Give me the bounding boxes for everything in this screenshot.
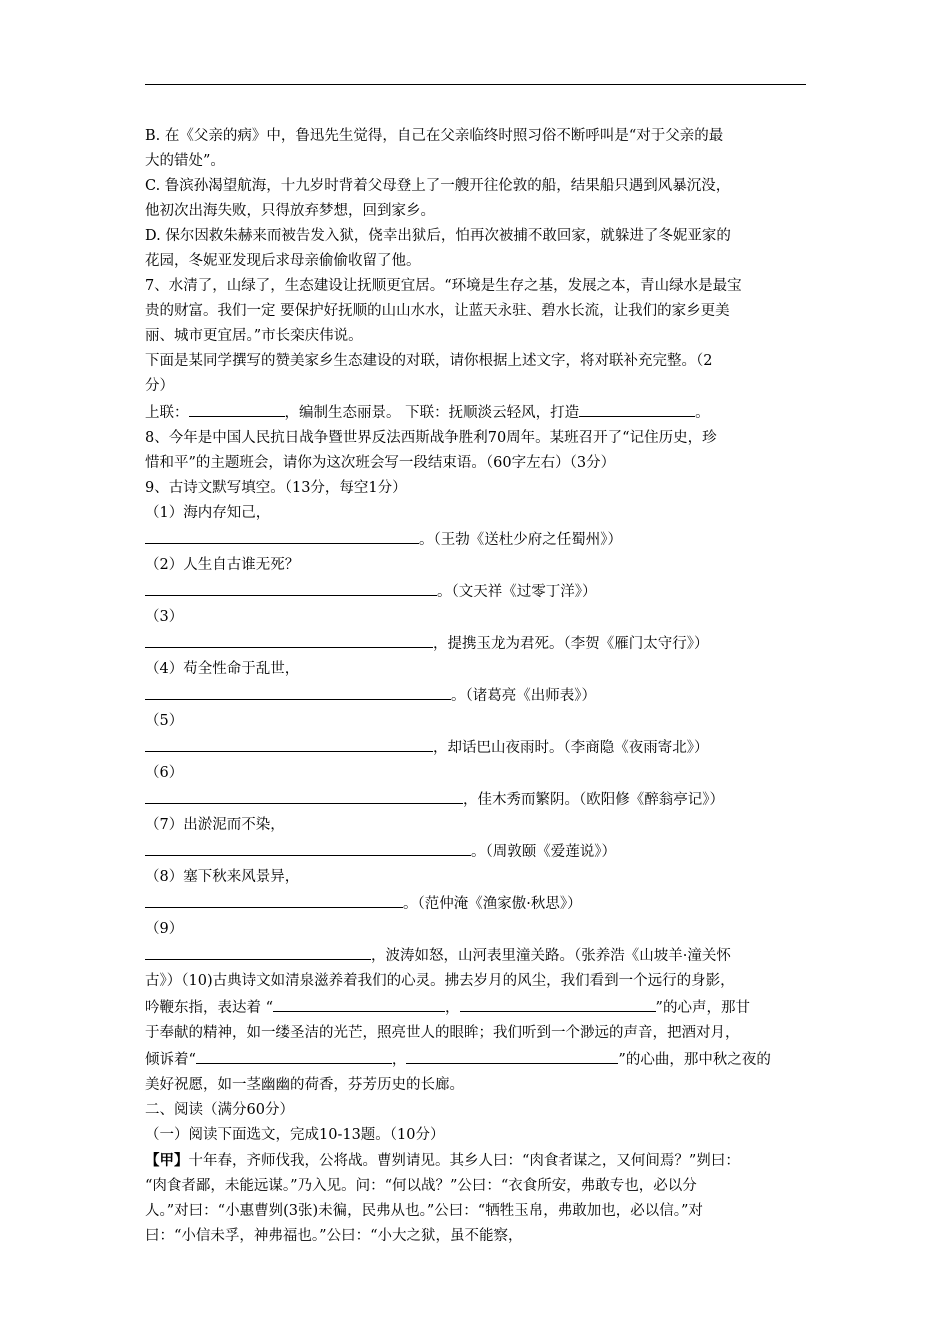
poem-9-answer [145, 942, 810, 969]
poem-10-text-d: ”的心曲，那中秋之夜的 [618, 1052, 771, 1068]
section-2-heading: 二、阅读（满分60分） [145, 1102, 294, 1118]
poem-6-source: ，佳木秀而繁阴。（欧阳修《醉翁亭记》） [463, 792, 724, 808]
header-rule [145, 84, 806, 85]
poem-5-blank[interactable] [145, 734, 433, 752]
section-2-subheading: （一）阅读下面选文，完成10-13题。（10分） [145, 1127, 445, 1143]
poem-1-blank[interactable] [145, 526, 419, 544]
question-7-line1: 7、水清了，山绿了，生态建设让抚顺更宜居。“环境是生存之基，发展之本，青山绿水是最宝 [145, 278, 742, 294]
poem-1-answer [145, 526, 810, 553]
poem-10-line2 [145, 994, 810, 1021]
option-c-line1: C. 鲁滨孙渴望航海，十九岁时背着父母登上了一艘开往伦敦的船，结果船只遇到风暴沉没， [145, 178, 731, 194]
poem-3-source: ，提携玉龙为君死。（李贺《雁门太守行》） [433, 636, 709, 652]
poem-1-source: 。（王勃《送杜少府之任蜀州》） [419, 532, 622, 548]
passage-jia-tag: 【甲】 [145, 1152, 189, 1169]
poem-9-prompt: （9） [145, 921, 184, 937]
document-body [145, 124, 810, 1249]
poem-10-line1: 古》）（10)古典诗文如清泉滋养着我们的心灵。拂去岁月的风尘，我们看到一个远行的身影， [145, 973, 735, 989]
passage-jia-text1: 十年春，齐师伐我，公将战。曹刿请见。其乡人曰：“肉食者谋之，又何间焉？”刿曰： [188, 1153, 740, 1169]
poem-8-blank[interactable] [145, 890, 403, 908]
poem-10-blank-1[interactable] [273, 994, 445, 1012]
option-d-line1: D. 保尔因救朱赫来而被告发入狱，侥幸出狱后，怕再次被捕不敢回家，就躲进了冬妮亚家的 [145, 228, 731, 244]
question-9-heading: 9、古诗文默写填空。（13分，每空1分） [145, 480, 407, 496]
couplet-lower-blank[interactable] [579, 399, 695, 417]
poem-4-answer [145, 682, 810, 709]
poem-1-prompt: （1）海内存知己， [145, 505, 271, 521]
passage-jia-line3: 人。”对曰：“小惠曹刿(3张)未徧，民弗从也。”公曰：“牺牲玉帛，弗敢加也，必以信。”对 [145, 1203, 703, 1219]
option-c-line2: 他初次出海失败，只得放弃梦想，回到家乡。 [145, 203, 435, 219]
poem-5-prompt: （5） [145, 713, 184, 729]
poem-2-blank[interactable] [145, 578, 437, 596]
couplet-end: 。 [695, 405, 710, 421]
poem-6-prompt: （6） [145, 765, 184, 781]
poem-9-blank[interactable] [145, 942, 371, 960]
poem-10-line5: 美好祝愿，如一茎幽幽的荷香，芬芳历史的长廊。 [145, 1077, 464, 1093]
poem-5-source: ，却话巴山夜雨时。（李商隐《夜雨寄北》） [433, 740, 709, 756]
poem-9-source: ，波涛如怒，山河表里潼关路。（张养浩《山坡羊·潼关怀 [371, 948, 731, 964]
poem-2-answer [145, 578, 810, 605]
passage-jia-line1 [145, 1148, 810, 1174]
poem-8-prompt: （8）塞下秋来风景异， [145, 869, 300, 885]
option-d-line2: 花园，冬妮亚发现后求母亲偷偷收留了他。 [145, 253, 421, 269]
poem-3-blank[interactable] [145, 630, 433, 648]
question-7-line2: 贵的财富。我们一定 要保护好抚顺的山山水水，让蓝天永驻、碧水长流，让我们的家乡更美 [145, 303, 730, 319]
poem-4-source: 。（诸葛亮《出师表》） [451, 688, 596, 704]
poem-6-answer [145, 786, 810, 813]
poem-10-blank-2[interactable] [460, 994, 656, 1012]
question-8-line2: 惜和平”的主题班会，请你为这次班会写一段结束语。（60字左右）（3分） [145, 455, 616, 471]
question-7-line3: 丽、城市更宜居。”市长栾庆伟说。 [145, 328, 363, 344]
poem-7-source: 。（周敦颐《爱莲说》） [471, 844, 616, 860]
passage-jia-line4: 曰：“小信未孚，神弗福也。”公曰：“小大之狱，虽不能察， [145, 1228, 523, 1244]
poem-10-blank-3[interactable] [196, 1046, 392, 1064]
passage-jia-line2: “肉食者鄙，未能远谋。”乃入见。问：“何以战？”公曰：“衣食所安，弗敢专也，必以分 [145, 1178, 697, 1194]
poem-2-source: 。（文天祥《过零丁洋》） [437, 584, 597, 600]
option-b-line1: B. 在《父亲的病》中，鲁迅先生觉得，自己在父亲临终时照习俗不断呼叫是“对于父亲的最 [145, 128, 724, 144]
poem-4-prompt: （4）苟全性命于乱世， [145, 661, 300, 677]
couplet-middle-text: ，编制生态丽景。 下联：抚顺淡云轻风，打造 [284, 405, 580, 421]
poem-7-answer [145, 838, 810, 865]
poem-10-comma-1: ， [445, 1000, 460, 1016]
poem-10-text-a: 吟鞭东指，表达着 “ [145, 1000, 274, 1016]
question-7-line5: 分） [145, 378, 174, 394]
poem-10-comma-2: ， [391, 1052, 407, 1068]
poem-10-line4 [145, 1046, 810, 1073]
question-7-couplet [145, 399, 810, 426]
poem-8-answer [145, 890, 810, 917]
poem-10-line3: 于奉献的精神，如一缕圣洁的光芒，照亮世人的眼眸；我们听到一个渺远的声音，把酒对月， [145, 1025, 740, 1041]
poem-5-answer [145, 734, 810, 761]
poem-10-text-c: 倾诉着“ [145, 1052, 196, 1068]
couplet-upper-label: 上联： [145, 405, 189, 421]
couplet-upper-blank[interactable] [189, 399, 285, 417]
poem-10-blank-4[interactable] [406, 1046, 618, 1064]
poem-6-blank[interactable] [145, 786, 463, 804]
poem-2-prompt: （2）人生自古谁无死？ [145, 557, 300, 573]
poem-7-prompt: （7）出淤泥而不染， [145, 817, 285, 833]
poem-10-text-b: ”的心声，那甘 [655, 1000, 750, 1016]
poem-4-blank[interactable] [145, 682, 451, 700]
poem-7-blank[interactable] [145, 838, 471, 856]
poem-8-source: 。（范仲淹《渔家傲·秋思》） [403, 896, 582, 912]
option-b-line2: 大的错处”。 [145, 153, 225, 169]
question-8-line1: 8、今年是中国人民抗日战争暨世界反法西斯战争胜利70周年。某班召开了“记住历史，珍 [145, 430, 717, 446]
question-7-line4: 下面是某同学撰写的赞美家乡生态建设的对联，请你根据上述文字，将对联补充完整。（2 [145, 353, 713, 369]
poem-3-prompt: （3） [145, 609, 184, 625]
poem-3-answer [145, 630, 810, 657]
